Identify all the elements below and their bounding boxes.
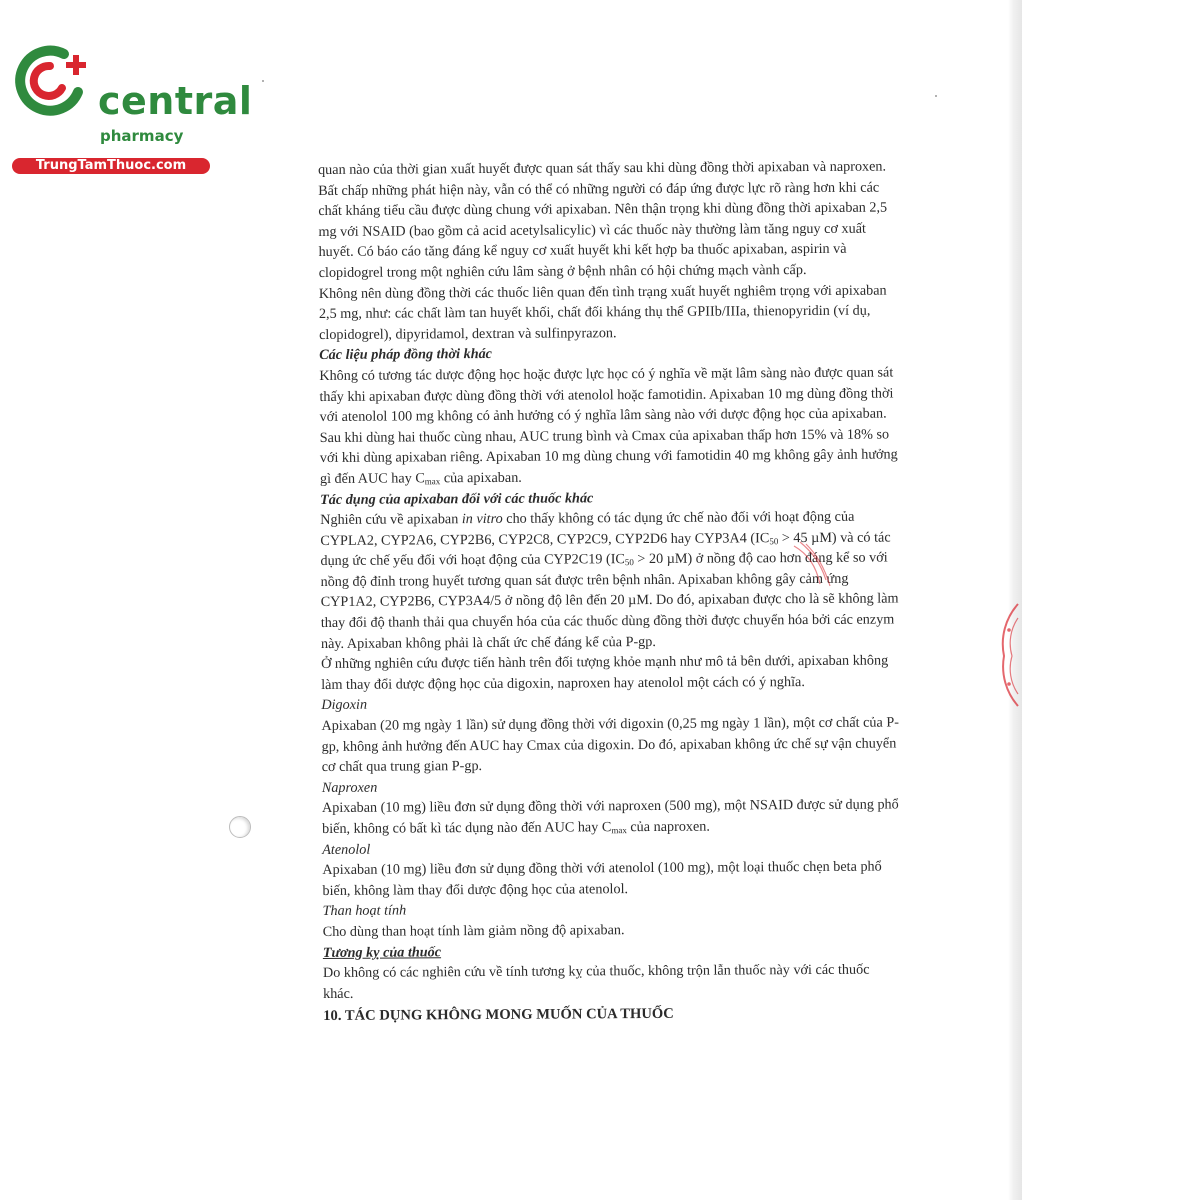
- subheading: Than hoạt tính: [322, 902, 407, 920]
- paragraph: Bất chấp những phát hiện này, vẫn có thể có những người có đáp ứng được lực rõ ràng hơn khi các chất kháng tiểu cầu được dùng chung với apixaban. Nên thận trọng khi dùng đồng thời apixaban 2,5 mg với NSAID (bao gồm cả acid acetylsalicylic) vì các thuốc này thường làm tăng nguy cơ xuất huyết. Có báo cáo tăng đáng kể nguy cơ xuất huyết khi kết hợp ba thuốc apixaban, aspirin và clopidogrel trong một nghiên cứu lâm sàng ở bệnh nhân có hội chứng mạch vành cấp.: [318, 179, 888, 281]
- paragraph: Apixaban (10 mg) liều đơn sử dụng đồng thời với atenolol (100 mg), một loại thuốc chẹn beta phổ biến, không làm thay đổi dược động học của atenolol.: [322, 858, 882, 899]
- stamp-signature-mark: [786, 540, 846, 600]
- paragraph: Ở những nghiên cứu được tiến hành trên đối tượng khỏe mạnh như mô tả bên dưới, apixaban không làm thay đổi dược động học của digoxin, naproxen hay atenolol một cách có ý nghĩa.: [321, 652, 889, 693]
- paragraph: Apixaban (20 mg ngày 1 lần) sử dụng đồng thời với digoxin (0,25 mg ngày 1 lần), một cơ chất của P-gp, không ảnh hưởng đến AUC hay Cmax của digoxin. Do đó, apixaban không ức chế sự vận chuyển cơ chất qua trung gian P-gp.: [321, 714, 900, 776]
- subheading: Digoxin: [321, 697, 368, 714]
- logo-c-cross-icon: [12, 40, 92, 120]
- central-pharmacy-logo: [12, 40, 253, 173]
- logo-name: central: [98, 79, 253, 123]
- paragraph: quan nào của thời gian xuất huyết được quan sát thấy sau khi dùng đồng thời apixaban và naproxen.: [318, 158, 887, 178]
- paragraph: Apixaban (10 mg) liều đơn sử dụng đồng thời với naproxen (500 mg), một NSAID được sử dụng phổ biến, không có bất kì tác dụng nào đến AUC hay $C_{max}$ của naproxen.: [321, 796, 899, 837]
- scan-speck: [262, 80, 264, 82]
- chapter-heading: 10. TÁC DỤNG KHÔNG MONG MUỐN CỦA THUỐC: [323, 1006, 674, 1025]
- paragraph: Không nên dùng đồng thời các thuốc liên quan đến tình trạng xuất huyết nghiêm trọng với apixaban 2,5 mg, như: các chất làm tan huyết khối, chất đối kháng thụ thể GPIIb/IIIa, thienopyridin (ví dụ, clopidogrel), dipyridamol, dextran và sulfinpyrazon.: [318, 282, 887, 343]
- paragraph: Không có tương tác dược động học hoặc được lực học có ý nghĩa về mặt lâm sàng nào được quan sát thấy khi apixaban được dùng đồng thời với atenolol hoặc famotidin. Apixaban 10 mg dùng đồng thời với atenolol 100 mg không có ảnh hưởng có ý nghĩa lâm sàng nào với dược động học của apixaban. Sau khi dùng hai thuốc cùng nhau, AUC trung bình và Cmax của apixaban thấp hơn 15% và 18% so với khi dùng apixaban riêng. Apixaban 10 mg dùng chung với famotidin 40 mg không gây ảnh hưởng gì đến AUC hay $C_{max}$ của apixaban.: [319, 364, 898, 487]
- section-heading: Tác dụng của apixaban đối với các thuốc khác: [320, 489, 594, 508]
- paragraph: Cho dùng than hoạt tính làm giảm nồng độ apixaban.: [322, 922, 625, 940]
- subheading: Atenolol: [322, 841, 371, 858]
- paragraph: Nghiên cứu về apixaban in vitro cho thấy không có tác dụng ức chế nào đối với hoạt động của CYPLA2, CYP2A6, CYP2B6, CYP2C8, CYP2C9, CYP2D6 hay CYP3A4 ($IC_{50} > 45$ µM) và có tác dụng ức chế yếu đối với hoạt động của CYP2C19 ($IC_{50} > 20$ µM) ở nồng độ cao hơn đáng kể so với nồng độ đỉnh trong huyết tương quan sát được trên bệnh nhân. Apixaban không gây cảm ứng CYP1A2, CYP2B6, CYP3A4/5 ở nồng độ lên đến 20 µM. Do đó, apixaban được cho là sẽ không làm thay đổi độ thanh thải qua chuyển hóa của các thuốc dùng đồng thời được chuyển hóa bởi các enzym này. Apixaban không phải là chất ức chế đáng kể của P-gp.: [320, 508, 899, 652]
- subheading: Naproxen: [321, 779, 378, 796]
- paragraph: Do không có các nghiên cứu về tính tương kỵ của thuốc, không trộn lẫn thuốc này với các thuốc khác.: [322, 961, 870, 1002]
- section-heading: Tương kỵ của thuốc: [322, 943, 442, 961]
- red-stamp-seal: [990, 600, 1020, 710]
- punch-hole: [229, 816, 251, 838]
- logo-subtitle: pharmacy: [100, 127, 184, 145]
- scan-speck: [935, 95, 937, 97]
- logo-website-banner: TrungTamThuoc.com: [12, 158, 210, 174]
- section-heading: Các liệu pháp đồng thời khác: [319, 346, 493, 364]
